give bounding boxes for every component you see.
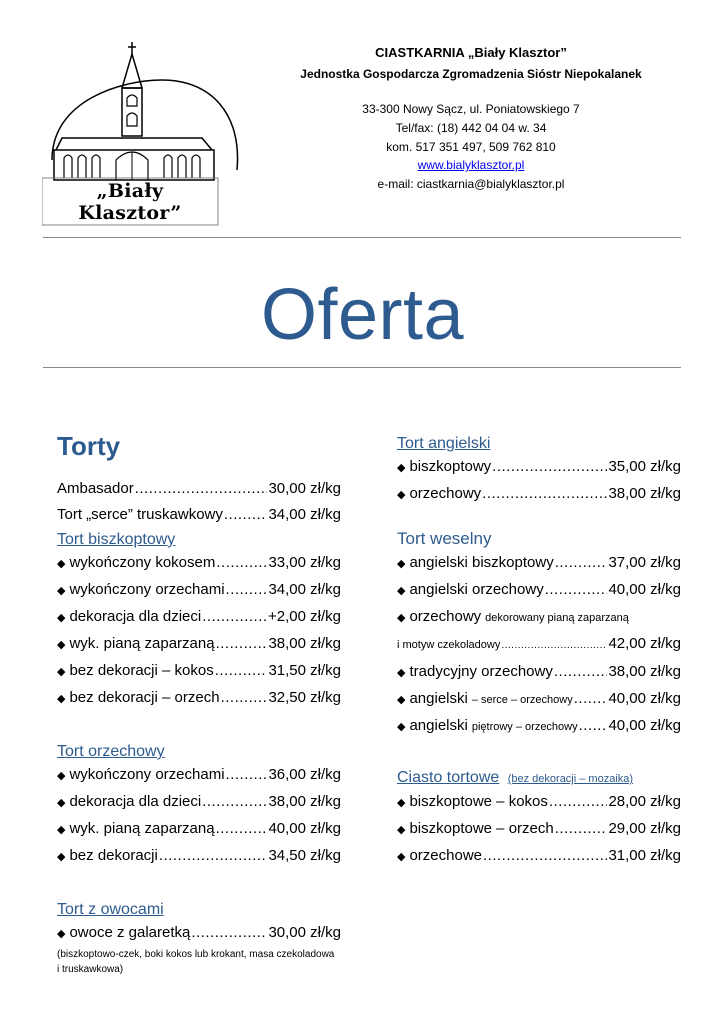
dot-leader [549, 789, 608, 815]
menu-item [397, 550, 681, 577]
section-title-biszkoptowy: Tort biszkoptowy [57, 531, 176, 548]
diamond-bullet-icon: ◆ [57, 585, 66, 597]
company-unit: Jednostka Gospodarcza Zgromadzenia Sióstr Niepokalanek [300, 67, 642, 81]
menu-item [397, 816, 681, 843]
diamond-bullet-icon: ◆ [397, 667, 406, 679]
diamond-bullet-icon: ◆ [397, 797, 406, 809]
dot-leader [492, 454, 607, 480]
menu-item [397, 843, 681, 870]
item-name: orzechowy [409, 608, 482, 625]
diamond-bullet-icon: ◆ [397, 462, 406, 474]
diamond-bullet-icon: ◆ [397, 694, 406, 706]
section-title: Ciasto tortowe [397, 769, 500, 786]
item-price: 31,50 zł/kg [268, 662, 341, 679]
item-detail: piętrowy – orzechowy [471, 721, 578, 733]
diamond-bullet-icon: ◆ [57, 693, 66, 705]
item-price: 40,00 zł/kg [608, 581, 681, 598]
item-name: tradycyjny orzechowy [409, 663, 553, 680]
dot-leader [579, 713, 608, 739]
menu-item [57, 502, 341, 528]
menu-item [397, 481, 681, 508]
item-name: wykończony kokosem [69, 554, 216, 571]
dot-leader [224, 502, 268, 528]
logo-text: „Biały Klasztor” [78, 180, 182, 224]
dot-leader [554, 659, 608, 685]
item-name: dekoracja dla dzieci [69, 793, 202, 810]
section-heading-torty: Torty [57, 431, 121, 461]
divider-bottom [43, 367, 681, 368]
website-link[interactable]: www.bialyklasztor.pl [417, 158, 525, 172]
dot-leader [226, 762, 268, 788]
item-name: bez dekoracji – kokos [69, 662, 214, 679]
dot-leader [216, 631, 268, 657]
divider-top [43, 237, 681, 238]
menu-item [397, 454, 681, 481]
dot-leader [555, 816, 608, 842]
item-name: biszkoptowe – kokos [409, 793, 548, 810]
menu-item [397, 713, 681, 740]
item-name: wyk. pianą zaparzaną [69, 635, 215, 652]
item-name: Tort „serce” truskawkowy [57, 506, 223, 523]
item-price: 33,00 zł/kg [268, 554, 341, 571]
item-note: i truskawkowa) [57, 964, 124, 975]
logo [42, 40, 242, 230]
item-detail: – serce – orzechowy [471, 694, 573, 706]
page-title: Oferta [260, 275, 465, 355]
dot-leader [216, 550, 267, 576]
item-name: angielski [409, 717, 468, 734]
right-column [397, 434, 681, 870]
menu-item [57, 604, 341, 631]
item-price: 34,50 zł/kg [268, 847, 341, 864]
diamond-bullet-icon: ◆ [397, 585, 406, 597]
dot-leader [202, 604, 267, 630]
section-title-orzechowy: Tort orzechowy [57, 743, 165, 760]
diamond-bullet-icon: ◆ [57, 612, 66, 624]
item-name: bez dekoracji – orzech [69, 689, 220, 706]
item-name: orzechowe [409, 847, 483, 864]
diamond-bullet-icon: ◆ [57, 928, 66, 940]
item-detail: dekorowany pianą zaparzaną [485, 612, 629, 624]
dot-leader [483, 843, 607, 869]
dot-leader [191, 920, 267, 946]
diamond-bullet-icon: ◆ [397, 489, 406, 501]
diamond-bullet-icon: ◆ [57, 797, 66, 809]
section-title-owoce: Tort z owocami [57, 901, 164, 918]
item-detail: i motyw czekoladowy [397, 639, 501, 651]
dot-leader [159, 843, 268, 869]
item-name: angielski [409, 690, 468, 707]
dot-leader [501, 633, 607, 659]
item-price: 38,00 zł/kg [268, 793, 341, 810]
item-name: angielski orzechowy [409, 581, 544, 598]
menu-item [397, 789, 681, 816]
dot-leader [215, 658, 268, 684]
item-price: 40,00 zł/kg [608, 717, 681, 734]
menu-item [397, 604, 681, 631]
menu-item [57, 920, 341, 947]
menu-item [57, 658, 341, 685]
item-price: 40,00 zł/kg [268, 820, 341, 837]
diamond-bullet-icon: ◆ [57, 558, 66, 570]
item-price: 34,00 zł/kg [268, 506, 341, 523]
dot-leader [555, 550, 608, 576]
section-title-weselny: Tort weselny [397, 529, 492, 548]
dot-leader [545, 577, 608, 603]
left-column [57, 430, 341, 977]
diamond-bullet-icon: ◆ [57, 851, 66, 863]
section-subtitle: (bez dekoracji – mozaika) [507, 773, 634, 785]
item-name: wykończony orzechami [69, 581, 225, 598]
diamond-bullet-icon: ◆ [57, 824, 66, 836]
diamond-bullet-icon: ◆ [57, 639, 66, 651]
dot-leader [482, 481, 607, 507]
item-price: 37,00 zł/kg [608, 554, 681, 571]
dot-leader [226, 577, 268, 603]
menu-item [397, 631, 681, 659]
dot-leader [221, 685, 268, 711]
item-price: 40,00 zł/kg [608, 690, 681, 707]
section-title-ciasto [397, 768, 681, 789]
menu-item [397, 686, 681, 713]
diamond-bullet-icon: ◆ [397, 612, 406, 624]
item-price: 42,00 zł/kg [608, 635, 681, 652]
item-name: dekoracja dla dzieci [69, 608, 202, 625]
company-name: CIASTKARNIA „Biały Klasztor” [375, 45, 567, 60]
menu-item [57, 762, 341, 789]
menu-item [57, 631, 341, 658]
item-name: owoce z galaretką [69, 924, 191, 941]
item-price: +2,00 zł/kg [268, 608, 341, 625]
menu-item [57, 476, 341, 502]
dot-leader [135, 476, 268, 502]
item-name: biszkoptowe – orzech [409, 820, 554, 837]
menu-item [57, 577, 341, 604]
item-name: bez dekoracji [69, 847, 158, 864]
item-price: 31,00 zł/kg [608, 847, 681, 864]
item-price: 34,00 zł/kg [268, 581, 341, 598]
item-price: 28,00 zł/kg [608, 793, 681, 810]
item-name: angielski biszkoptowy [409, 554, 554, 571]
menu-item [57, 685, 341, 712]
dot-leader [574, 686, 608, 712]
item-name: Ambasador [57, 480, 134, 497]
item-price: 32,50 zł/kg [268, 689, 341, 706]
address: 33-300 Nowy Sącz, ul. Poniatowskiego 7 [362, 102, 580, 116]
dot-leader [202, 789, 267, 815]
diamond-bullet-icon: ◆ [397, 824, 406, 836]
item-name: wyk. pianą zaparzaną [69, 820, 215, 837]
item-name: orzechowy [409, 485, 482, 502]
dot-leader [216, 816, 268, 842]
item-price: 38,00 zł/kg [608, 485, 681, 502]
item-price: 38,00 zł/kg [608, 663, 681, 680]
section-title-angielski: Tort angielski [397, 435, 491, 452]
menu-item [397, 659, 681, 686]
item-price: 38,00 zł/kg [268, 635, 341, 652]
menu-item [57, 816, 341, 843]
email: e-mail: ciastkarnia@bialyklasztor.pl [377, 177, 565, 191]
item-name: wykończony orzechami [69, 766, 225, 783]
item-price: 36,00 zł/kg [268, 766, 341, 783]
diamond-bullet-icon: ◆ [57, 770, 66, 782]
diamond-bullet-icon: ◆ [397, 721, 406, 733]
diamond-bullet-icon: ◆ [397, 851, 406, 863]
menu-item [57, 550, 341, 577]
item-price: 29,00 zł/kg [608, 820, 681, 837]
item-note: (biszkoptowo-czek, boki kokos lub krokant, masa czekoladowa [57, 949, 335, 960]
menu-item [397, 577, 681, 604]
diamond-bullet-icon: ◆ [397, 558, 406, 570]
phone-fax: Tel/fax: (18) 442 04 04 w. 34 [395, 121, 547, 135]
mobile-phones: kom. 517 351 497, 509 762 810 [386, 140, 556, 154]
menu-item [57, 789, 341, 816]
menu-item [57, 843, 341, 870]
item-price: 30,00 zł/kg [268, 480, 341, 497]
item-price: 30,00 zł/kg [268, 924, 341, 941]
diamond-bullet-icon: ◆ [57, 666, 66, 678]
item-name: biszkoptowy [409, 458, 492, 475]
item-price: 35,00 zł/kg [608, 458, 681, 475]
